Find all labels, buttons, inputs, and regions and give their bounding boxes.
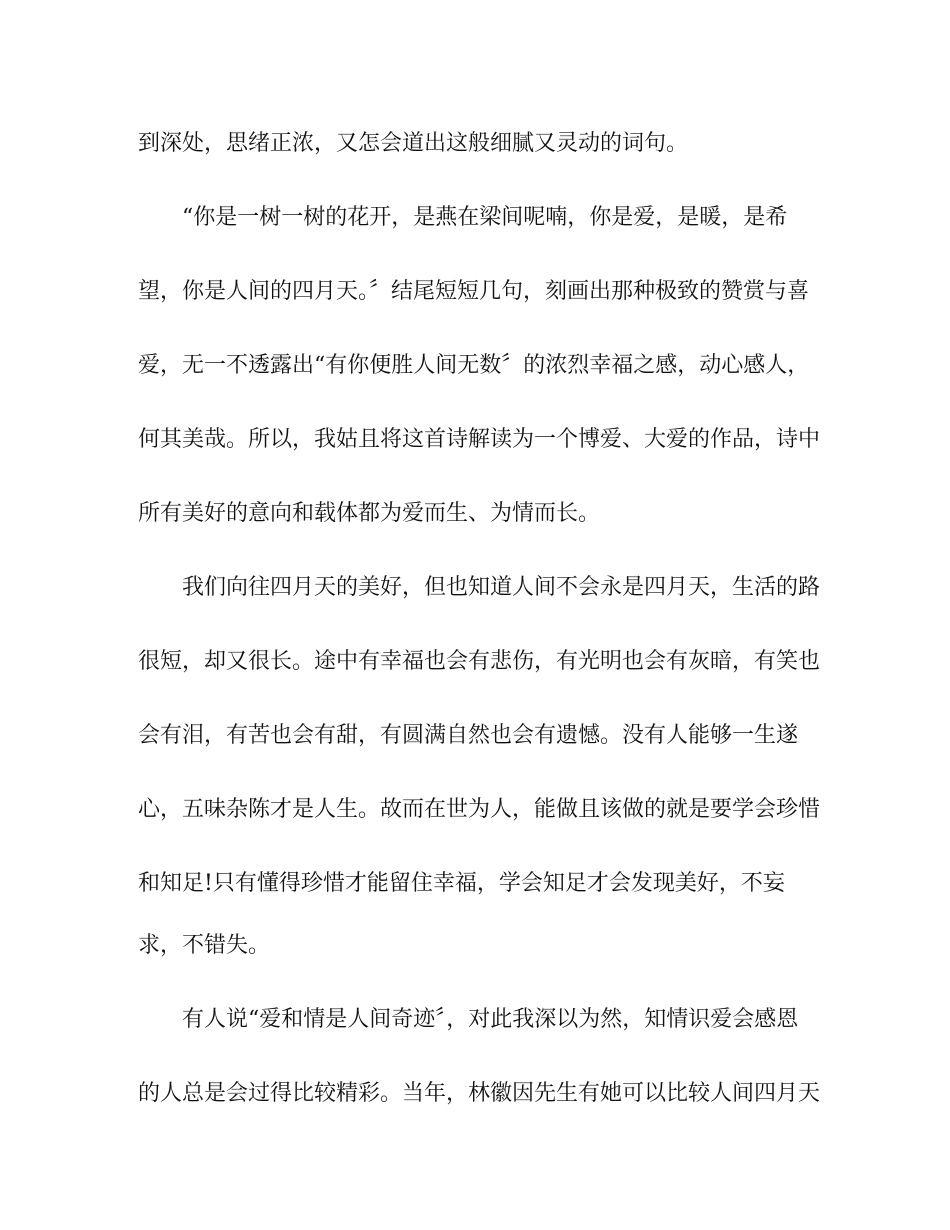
text-line: 求，不错失。 xyxy=(138,933,271,958)
text-line: 很短，却又很长。途中有幸福也会有悲伤，有光明也会有灰暗，有笑也 xyxy=(138,649,821,674)
text-line: 和知足!只有懂得珍惜才能留住幸福，学会知足才会发现美好，不妄 xyxy=(138,871,785,896)
text-line: 有人说“爱和情是人间奇迹〞，对此我深以为然，知情识爱会感恩 xyxy=(182,1007,799,1032)
text-line: 所有美好的意向和载体都为爱而生、为情而长。 xyxy=(138,501,601,526)
text-line: 望，你是人间的四月天。〞结尾短短几句，刻画出那种极致的赞赏与喜 xyxy=(138,279,810,304)
text-line: 何其美哉。所以，我姑且将这首诗解读为一个博爱、大爱的作品，诗中 xyxy=(138,427,821,452)
text-line: 到深处，思绪正浓，又怎会道出这般细腻又灵动的词句。 xyxy=(138,131,689,156)
text-line: 心，五味杂陈才是人生。故而在世为人，能做且该做的就是要学会珍惜 xyxy=(138,797,821,822)
text-line: 的人总是会过得比较精彩。当年，林徽因先生有她可以比较人间四月天 xyxy=(138,1081,821,1106)
text-line: 会有泪，有苦也会有甜，有圆满自然也会有遗憾。没有人能够一生遂 xyxy=(138,723,799,748)
text-line: 爱，无一不透露出“有你便胜人间无数〞的浓烈幸福之感，动心感人， xyxy=(138,353,810,378)
text-line: “你是一树一树的花开，是燕在梁间呢喃，你是爱，是暖，是希 xyxy=(182,205,788,230)
text-line: 我们向往四月天的美好，但也知道人间不会永是四月天，生活的路 xyxy=(182,575,821,600)
